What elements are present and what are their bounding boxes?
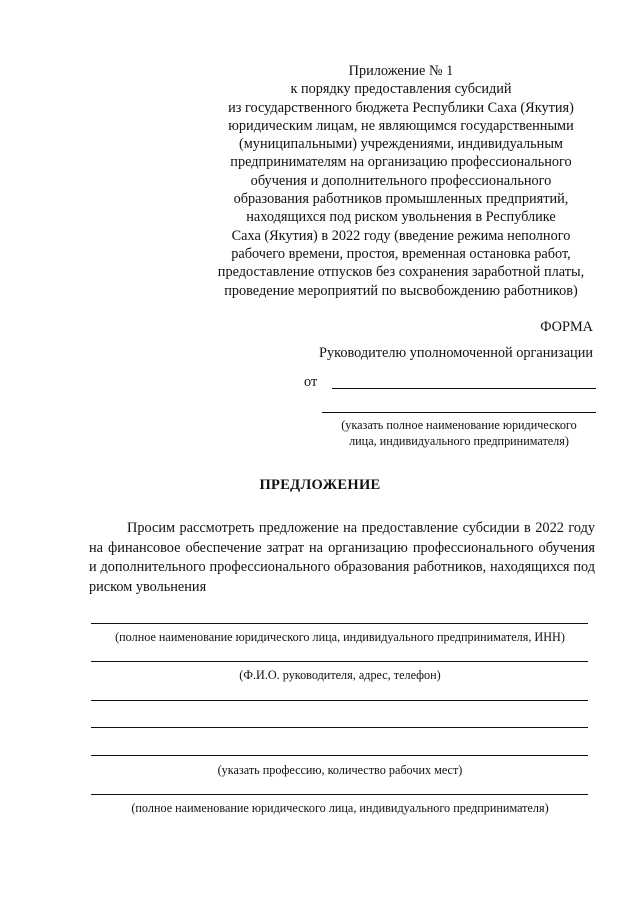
appendix-line: находящихся под риском увольнения в Республике xyxy=(246,209,556,226)
appendix-line: проведение мероприятий по высвобождению работников) xyxy=(224,282,578,299)
appendix-line: из государственного бюджета Республики Саха (Якутия) xyxy=(228,99,574,116)
appendix-line: Саха (Якутия) в 2022 году (введение режима неполного xyxy=(231,227,571,244)
caption-profession-seats: (указать профессию, количество рабочих мест) xyxy=(217,763,463,777)
document-title: ПРЕДЛОЖЕНИЕ xyxy=(259,477,381,493)
from-hint xyxy=(322,418,596,449)
appendix-line: рабочего времени, простоя, временная остановка работ, xyxy=(231,245,571,262)
caption-legal-entity-inn: (полное наименование юридического лица, индивидуального предпринимателя, ИНН) xyxy=(115,630,565,644)
fill-line-blank-2[interactable] xyxy=(91,727,588,728)
fill-line-legal-entity-inn[interactable] xyxy=(91,623,588,624)
appendix-line: предпринимателям на организацию профессионального xyxy=(230,154,572,171)
body-paragraph: Просим рассмотреть предложение на предоставление субсидии в 2022 году на финансовое обеспечение затрат на организацию профессионального обучения и дополнительного профессионального образования работников, находящихся под риском увольнения xyxy=(89,520,595,595)
appendix-line: юридическим лицам, не являющимся государственными xyxy=(228,117,574,134)
from-hint-line: (указать полное наименование юридического xyxy=(341,418,577,432)
appendix-line: предоставление отпусков без сохранения заработной платы, xyxy=(217,264,585,281)
fill-line-legal-entity[interactable] xyxy=(91,794,588,795)
from-blank-line-2[interactable] xyxy=(322,412,596,413)
fill-line-blank-1[interactable] xyxy=(91,700,588,701)
appendix-line: к порядку предоставления субсидий xyxy=(290,81,512,98)
addressee: Руководителю уполномоченной организации xyxy=(319,345,593,361)
from-hint-line: лица, индивидуального предпринимателя) xyxy=(349,433,569,448)
caption-legal-entity: (полное наименование юридического лица, индивидуального предпринимателя) xyxy=(131,801,549,815)
form-label: ФОРМА xyxy=(540,319,593,335)
from-row xyxy=(304,373,596,393)
fill-line-head-info[interactable] xyxy=(91,661,588,662)
appendix-line: (муниципальными) учреждениями, индивидуальным xyxy=(239,136,563,153)
fill-line-profession[interactable] xyxy=(91,755,588,756)
appendix-header xyxy=(200,62,602,300)
caption-head-info: (Ф.И.О. руководителя, адрес, телефон) xyxy=(239,668,441,682)
appendix-line: обучения и дополнительного профессионального xyxy=(250,172,552,189)
from-blank-line-1[interactable] xyxy=(332,388,596,389)
appendix-line: Приложение № 1 xyxy=(348,63,454,79)
from-label: от xyxy=(304,374,318,390)
appendix-line: образования работников промышленных предприятий, xyxy=(233,191,569,208)
